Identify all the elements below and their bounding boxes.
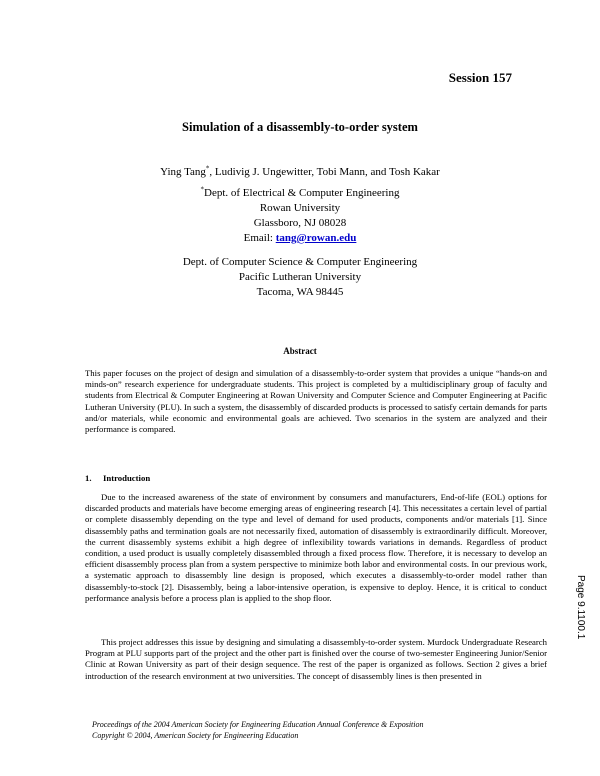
session-number: Session 157 xyxy=(448,70,512,85)
affiliation-university: Rowan University xyxy=(259,202,341,214)
affiliation-rowan xyxy=(0,186,600,246)
affiliation-city: Tacoma, WA 98445 xyxy=(256,286,344,298)
affiliation-dept: *Dept. of Electrical & Computer Engineering xyxy=(200,185,400,199)
paper-title: Simulation of a disassembly-to-order system xyxy=(182,120,418,134)
intro-paragraph-1: Due to the increased awareness of the state of environment by consumers and manufacturers, End-of-life (EOL) options for discarded products and materials have become emerging areas of engineering research [4]. This necessitates a certain level of partial or complete disassembly depending on the type and level of demand for used products, components and/or materials [1]. Since disassembly paths and termination goals are not necessarily fixed, automation of disassembly is extraordinarily difficult. Moreover, the current disassembly systems exhibit a high degree of inflexibility towards variations in demands. Regardless of product condition, a used product is usually completely disassembled through a fixed process flow. Therefore, it is necessary to develop an efficient disassembly process plan from a system perspective to minimize both labor and environmental costs. In our previous work, a systematic approach to disassembly line design is proposed, which executes a disassembly-to-order model rather than disassembly-to-stock [2]. Disassembly, being a labor-intensive operation, is expensive to deploy. Hence, it is critical to conduct performance analysis before a process plan is applied to the shop floor. xyxy=(85,492,547,603)
abstract-heading: Abstract xyxy=(283,346,317,356)
section-title: Introduction xyxy=(103,473,151,483)
affiliation-university: Pacific Lutheran University xyxy=(238,271,362,283)
proceedings-footer xyxy=(92,719,424,741)
footer-proceedings-line: Proceedings of the 2004 American Society for Engineering Education Annual Conference & Exposition xyxy=(92,720,424,729)
author-list xyxy=(0,165,600,180)
email-link[interactable]: tang@rowan.edu xyxy=(275,232,357,244)
footer-copyright-line: Copyright © 2004, American Society for Engineering Education xyxy=(92,731,299,740)
affiliation-plu xyxy=(0,255,600,300)
other-authors: , Ludivig J. Ungewitter, Tobi Mann, and Tosh Kakar xyxy=(209,166,440,178)
author-footnote-mark: * xyxy=(205,164,210,173)
section-number: 1. xyxy=(85,473,92,483)
affiliation-city: Glassboro, NJ 08028 xyxy=(253,217,347,229)
page-number-vertical: Page 9.1100.1 xyxy=(575,575,586,640)
section-heading-introduction xyxy=(85,473,150,483)
affiliation-email: Email: tang@rowan.edu xyxy=(243,232,357,244)
affiliation-mark: * xyxy=(200,185,204,194)
abstract-text: This paper focuses on the project of design and simulation of a disassembly-to-order system that provides a unique “hands-on and minds-on” research experience for undergraduate students. This project is completed by a multidisciplinary group of faculty and students from Electrical & Computer Engineering at Rowan University and Computer Science and Computer Engineering at Pacific Lutheran University (PLU). In such a system, the disassembly of discarded products is processed to satisfy certain demands for parts and/or materials, while economic and environmental goals are achieved. Two scenarios in the system are analyzed and their performance is compared. xyxy=(85,368,547,435)
intro-paragraph-2: This project addresses this issue by designing and simulating a disassembly-to-order system. Murdock Undergraduate Research Program at PLU supports part of the project and the other part is finished over the course of two-semester Engineering Junior/Senior Clinic at Rowan University as part of their design sequence. The rest of the paper is organized as follows. Section 2 gives a brief introduction of the research environment at two universities. The concept of disassembly lines is then presented in xyxy=(85,637,547,681)
affiliation-dept: Dept. of Computer Science & Computer Engineering xyxy=(182,256,418,268)
first-author: Ying Tang xyxy=(160,166,206,178)
